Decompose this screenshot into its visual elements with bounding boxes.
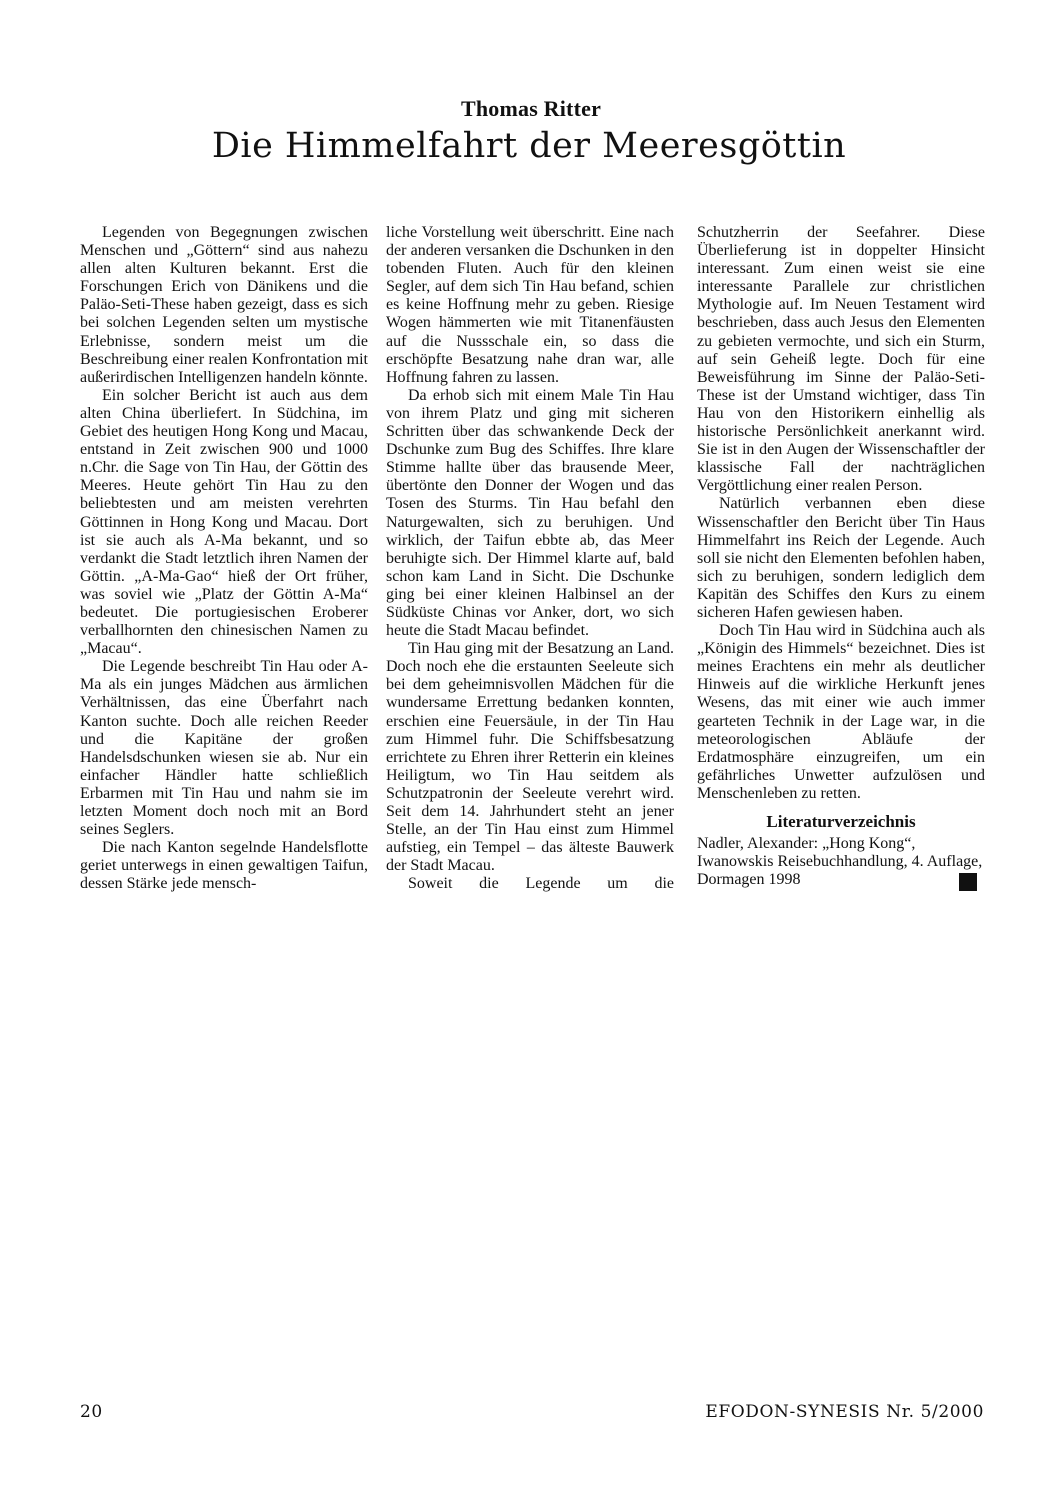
text-column-3 xyxy=(697,224,985,891)
article-title: Die Himmelfahrt der Meeresgöttin xyxy=(211,126,847,166)
end-of-article-square-icon xyxy=(959,873,977,891)
paragraph: Die Legende beschreibt Tin Hau oder A-Ma als ein junges Mädchen aus ärmlichen Verhältnissen, das eine Überfahrt nach Kanton suchte. Doch alle reichen Reeder und die Kapitäne der großen Handelsdschunken wiesen sie ab. Nur ein einfacher Händler hatte schließlich Erbarmen mit Tin Hau und nahm sie im letzten Moment doch noch mit an Bord seines Seglers. xyxy=(80,658,368,839)
reference-entry: Nadler, Alexander: „Hong Kong“, Iwanowskis Reisebuchhandlung, 4. Auflage, Dormagen 1998 xyxy=(697,835,983,889)
paragraph: Da erhob sich mit einem Male Tin Hau von ihrem Platz und ging mit sicheren Schritten über das schwankende Deck der Dschunke zum Bug des Schiffes. Ihre klare Stimme hallte über das brausende Meer, übertönte den Donner der Wogen und das Tosen des Sturms. Tin Hau befahl den Naturgewalten, sich zu beruhigen. Und wirklich, der Taifun ebbte ab, das Meer beruhigte sich. Der Himmel klarte auf, bald schon kam Land in Sicht. Die Dschunke ging bei einer kleinen Halbinsel an der Südküste Chinas vor Anker, dort, wo sich heute die Stadt Macau befindet. xyxy=(386,386,674,640)
text-column-2 xyxy=(386,224,674,893)
paragraph: Legenden von Begegnungen zwischen Menschen und „Göttern“ sind aus nahezu allen alten Kulturen bekannt. Erst die Forschungen Erich von Dänikens und die Paläo-Seti-These haben gezeigt, dass es sich bei solchen Legenden selten um mystische Erlebnisse, sondern meist um die Beschreibung einer realen Konfrontation mit außerirdischen Intelligenzen handeln könnte. xyxy=(80,224,368,386)
paragraph: Die nach Kanton segelnde Handelsflotte geriet unterwegs in einen gewaltigen Taifun, dessen Stärke jede mensch- xyxy=(80,839,368,893)
paragraph: Tin Hau ging mit der Besatzung an Land. Doch noch ehe die erstaunten Seeleute sich bei dem geheimnisvollen Mädchen für die wundersame Errettung bedanken konnten, erschien eine Feuersäule, in der Tin Hau zum Himmel fuhr. Die Schiffsbesatzung errichtete zu Ehren ihrer Retterin ein kleines Heiligtum, wo Tin Hau seitdem als Schutzpatronin der Seeleute verehrt wird. Seit dem 14. Jahrhundert steht an jener Stelle, an der Tin Hau einst zum Himmel aufstieg, ein Tempel – das älteste Bauwerk der Stadt Macau. xyxy=(386,640,674,875)
paragraph: Schutzherrin der Seefahrer. Diese Überlieferung ist in doppelter Hinsicht interessant. Zum einen weist sie eine interessante Parallele zur christlichen Mythologie auf. Im Neuen Testament wird beschrieben, dass auch Jesus den Elementen zu gebieten vermochte, und sich ein Sturm, auf sein Geheiß legte. Doch für eine Beweisführung im Sinne der Paläo-Seti-These ist der Umstand wichtiger, dass Tin Hau von den Historikern einhellig als historische Persönlichkeit anerkannt wird. Sie ist in den Augen der Wissenschaftler der klassische Fall der nachträglichen Vergöttlichung einer realen Person. xyxy=(697,224,985,495)
author-name: Thomas Ritter xyxy=(460,96,602,121)
paragraph: Soweit die Legende um die xyxy=(408,875,674,893)
page-number: 20 xyxy=(80,1402,103,1422)
text-column-1 xyxy=(80,224,368,893)
article-header xyxy=(0,96,1058,166)
paragraph: Ein solcher Bericht ist auch aus dem alten China überliefert. In Südchina, im Gebiet des heutigen Hong Kong und Macau, entstand in Zeit zwischen 900 und 1000 n.Chr. die Sage von Tin Hau, der Göttin des Meeres. Heute gehört Tin Hau zu den beliebtesten und am meisten verehrten Göttinnen in Hong Kong und Macau. Dort ist sie auch als A-Ma bekannt, und so verdankt die Stadt letztlich ihren Namen der Göttin. „A-Ma-Gao“ hieß der Ort früher, was soviel wie „Platz der Göttin A-Ma“ bedeutet. Die portugiesischen Eroberer verballhornten den chinesischen Namen zu „Macau“. xyxy=(80,386,368,658)
journal-footer: EFODON-SYNESIS Nr. 5/2000 xyxy=(705,1402,984,1422)
paragraph: liche Vorstellung weit überschritt. Eine nach der anderen versanken die Dschunken in den tobenden Fluten. Auch für den kleinen Segler, auf dem sich Tin Hau befand, schien es keine Hoffnung mehr zu geben. Riesige Wogen hämmerten wie mit Titanenfäusten auf die Nussschale ein, so dass die erschöpfte Besatzung nahe dran war, alle Hoffnung fahren zu lassen. xyxy=(386,224,674,386)
references-heading: Literaturverzeichnis xyxy=(766,812,916,831)
paragraph: Doch Tin Hau wird in Südchina auch als „Königin des Himmels“ bezeichnet. Dies ist meines Erachtens ein mehr als deutlicher Hinweis auf die wirkliche Herkunft jenes Wesens, das mit einer wie auch immer gearteten Technik in der Lage war, in die meteorologischen Abläufe der Erdatmosphäre einzugreifen, um ein gefährliches Unwetter aufzulösen und Menschenleben zu retten. xyxy=(697,622,985,802)
paragraph: Natürlich verbannen eben diese Wissenschaftler den Bericht über Tin Haus Himmelfahrt ins Reich der Legende. Auch soll sie nicht den Elementen befohlen haben, sich zu beruhigen, sondern lediglich dem Kapitän des Schiffes den Kurs zu einem sicheren Hafen gewiesen haben. xyxy=(697,495,985,621)
